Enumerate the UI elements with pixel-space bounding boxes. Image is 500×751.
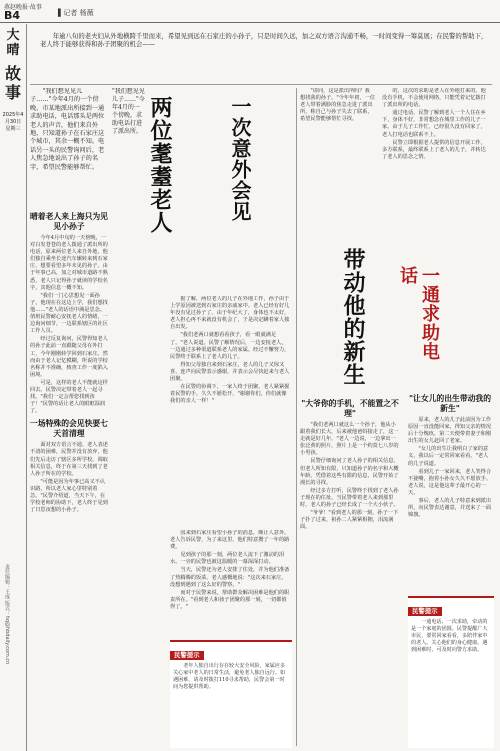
headline-vertical-1: 两位耄耋老人 — [147, 96, 173, 234]
paragraph: "我们老两口就想看看孩子，看一眼就满足了。"老人说道。民警了解情况后，一边安抚老人，一边通过多种渠道联系老人的家属。经过不懈努力，民警终于联系上了老人的儿子。 — [170, 332, 290, 360]
story-column-5 — [300, 88, 375, 238]
paragraph: 民警立即根据老人提供的信息开展工作，多方联系，最终联系上了老人的儿子，并转达了老人的思念之情。 — [382, 139, 486, 160]
police-tip-box-2 — [408, 596, 494, 748]
tip-title: 民警提示 — [408, 607, 442, 616]
headline-vertical-3: 带动他的新生 — [340, 248, 366, 386]
editor-credit: 责任编辑：王成 版式：hq@hbdaily.com.cn — [4, 564, 10, 665]
paragraph: 国来到石家庄看望小孙子的消息，颇让人意外。老人告诉民警，为了来这里，他们特意攒了一年的路费。 — [170, 530, 290, 551]
lead-paragraph: "我们想见见儿子……"今年4月的一个傍晚，市某地派出所接到一通求助电话，电话那头是两位老人的声音，他们来自外地，只知道孙子在石家庄这个城市，其余一概不知。电话另一头的民警询问后，老人焦急地说出了孙子的名字，希望民警能够帮忙。 — [30, 88, 105, 171]
intro-text: 年逾八旬的老夫妇从外地横跨千里而来，希望见到远在石家庄的小孙子，只是时间久远，加之双方语言沟通不畅，一时间变得一筹莫展；在民警的帮助下，老人终于能够获得和孙子团聚的机会—— — [40, 32, 488, 49]
paragraph: "女儿的出生让我明白了家的意义，我以后一定常回家看看。"老人的儿子说道。 — [408, 446, 489, 467]
paragraph: 看到儿子一家回来，老人笑得合不拢嘴，抱着小孙女久久不愿放手。老人说，这是他这辈子最开心的一天。 — [408, 468, 492, 496]
police-tip-box-1 — [170, 640, 292, 748]
paragraph: 当天，民警还为老人安排了住处，并为他们准备了热腾腾的饭菜。老人感慨地说："这次来石家庄，没想到遇到了这么好的警察。" — [170, 567, 290, 588]
subheading-2: 一场特殊的会见快要七天首清理 — [30, 419, 108, 439]
divider-horizontal — [30, 84, 492, 85]
intro-paragraph — [40, 32, 488, 80]
issue-date: 2025年4月30日 星期三 — [2, 112, 24, 132]
masthead — [0, 0, 500, 23]
paragraph: 事后，老人的儿子特意来到派出所，向民警表达谢意，并送来了一面锦旗。 — [408, 498, 492, 519]
section-label: 故事 — [4, 64, 21, 102]
reporter-byline: ▌记者 杨薇 — [58, 9, 94, 17]
paragraph: 见到孩子的那一刻，两位老人流下了激动的泪水。一旁的民警也被这温暖的一幕深深打动。 — [170, 552, 285, 566]
story-column-7 — [408, 390, 492, 590]
paragraph: "我们老两口就这么一个孙子，他从小跟着我们长大，后来被他爸妈接走了，这一走就是好几年。"老人一边说，一边拿出一张泛黄的照片，照片上是一个约莫七八岁的小男孩。 — [300, 422, 399, 457]
left-rail — [0, 24, 27, 751]
story-column-5b — [300, 395, 400, 745]
pull-quote — [112, 88, 145, 268]
headline-vertical-4: 一通求助电话 — [397, 266, 440, 361]
divider-vertical — [296, 88, 297, 746]
paragraph: 得知父母独自来到石家庄，老人的儿子又惊又喜，连声向民警表示感谢，并表示会尽快赶来与老人团聚。 — [170, 361, 290, 383]
page-number: B4 — [4, 9, 21, 22]
subheading-3: "大爷你的手机，不能置之不理" — [301, 399, 399, 418]
tip-text: 一通电话、一次求助，牵动的是一个家庭的团圆。民警提醒广大市民，要常回家看看，多陪伴家中的老人，关心他们的身心健康。遇到困难时，可及时向警方求助。 — [411, 619, 488, 653]
paragraph: "可能是因为年事已高又不认识路，所以老人家心里特别着急。"民警介绍道，当天下午，在学校老师的协助下，老人终于见到了日思夜想的小孙子。 — [30, 478, 108, 514]
paragraph: 可是，这样的老人不能就这样回去。民警决定带着老人一起寻找。"我们一定会帮您找到孩子！"民警的话让老人的眼眶湿润了。 — [30, 379, 108, 415]
paragraph: "请问，这是派出所吗？我想找我的孙子。"今年年初，一位老人带着满脸的焦急走进了派出所，称自己与孙子失去了联系，希望民警能够帮忙寻找。 — [300, 88, 375, 123]
section-label-top: 大晴 — [6, 28, 20, 58]
story-column-6 — [382, 88, 490, 248]
paragraph: 的，这次的求助是老人在外地打来的。他没有手机，不会使用网络，只能凭着记忆拨打了派出所的电话。 — [382, 88, 486, 109]
paper-name: 燕赵晚报·故事 — [4, 4, 42, 11]
paragraph: 经过反复询问，民警得知老人的孙子此前一直跟随父母在外打工，今年刚刚转学回到石家庄。然而由于老人记忆模糊，所说的学校名称并不准确，核查工作一度陷入困境。 — [30, 336, 108, 378]
paragraph: 据了解，两位老人的儿子在外地工作，孙子由于上学原因被送到石家庄的亲戚家中。老人已经有好几年没有见过孙子了。由于年纪大了，身体也不太好，老人担心再不来就没有机会了，于是决定瞒着家人独自出发。 — [170, 296, 290, 331]
tip-text: 老年人独自出行存在较大安全风险，家属应多关心家中老人的日常生活，避免老人独自远行。如遇困难，请及时拨打110寻求帮助，民警会第一时间为您提供帮助。 — [173, 663, 286, 690]
paragraph: 民警仔细询问了老人孙子的相关信息，但老人所知有限，只知道孙子的名字和大概年龄。凭借着这些有限的信息，民警开始了漫长的寻找。 — [300, 458, 399, 486]
subheading-1: 晴着老人来上海只为见见小孙子 — [30, 212, 108, 231]
paragraph: 经过多方打听，民警终于找到了老人孙子现在的住址。当民警带着老人来到那里时，老人的孙子已经长成了一个大小伙子。 — [300, 487, 399, 509]
story-column-1 — [30, 88, 108, 741]
story-column-3 — [170, 296, 290, 521]
paragraph: 面对双方语言不通、老人表述不清的困难，民警并没有放弃，他们先后走访了辖区多所学校，调取相关信息，终于在第三天找到了老人孙子所在的学校。 — [30, 442, 108, 477]
paragraph: 今年4月中旬的一天傍晚，一对白发苍苍的老人拨通了派出所的电话，原来两位老人来自外地，他们独自乘坐长途汽车辗转来到石家庄，想要看望多年未见的孙子。由于年事已高，加之对城市道路不熟悉，老人只记得孙子就读的学校名字，其他信息一概不知。 — [30, 235, 108, 291]
pull-quote-text: "我们想见见儿子……"今年4月的一个傍晚，求助电话打进了派出所。 — [112, 88, 145, 135]
paragraph: 在民警的协调下，一家人终于团聚。老人紧紧握着民警的手，久久不愿松开，"谢谢你们，你们就像我们的亲人一样！" — [170, 384, 290, 405]
paragraph: "我们一门心思想见一面孙子，他现在在这边上学，我们想找他……"老人的话语中满是思念。值班民警耐心安抚老人的情绪，一边询问细节，一边联系辖区的社区工作人员。 — [30, 292, 108, 335]
paragraph: 通过电话，民警了解到老人一个人住在乡下，身体不好，非常想念在城里工作的儿子一家。由于儿子工作忙，已经很久没有回家了，老人打电话也联系不上。 — [382, 110, 486, 138]
paragraph: 原来，老人的儿子此前因为工作原因一直没能回家，得知父亲的情况后十分愧疚，第二天便带着妻子和刚出生的女儿赶回了老家。 — [408, 417, 492, 445]
tip-title: 民警提示 — [170, 651, 204, 660]
story-column-4 — [170, 530, 290, 635]
headline-vertical-2: 一次意外会见 — [228, 96, 252, 222]
subheading-4: "让女儿的出生带动我的新生" — [408, 394, 492, 413]
paragraph: "爷爷！"看到老人的那一刻，孙子一下子扑了过来，祖孙二人紧紧相拥，泪流满面。 — [300, 510, 399, 531]
paragraph: 而对于民警来说，帮助群众解决困难是他们的职责所在。"看到老人和孩子团聚的那一刻，一切都值得了。" — [170, 589, 290, 610]
